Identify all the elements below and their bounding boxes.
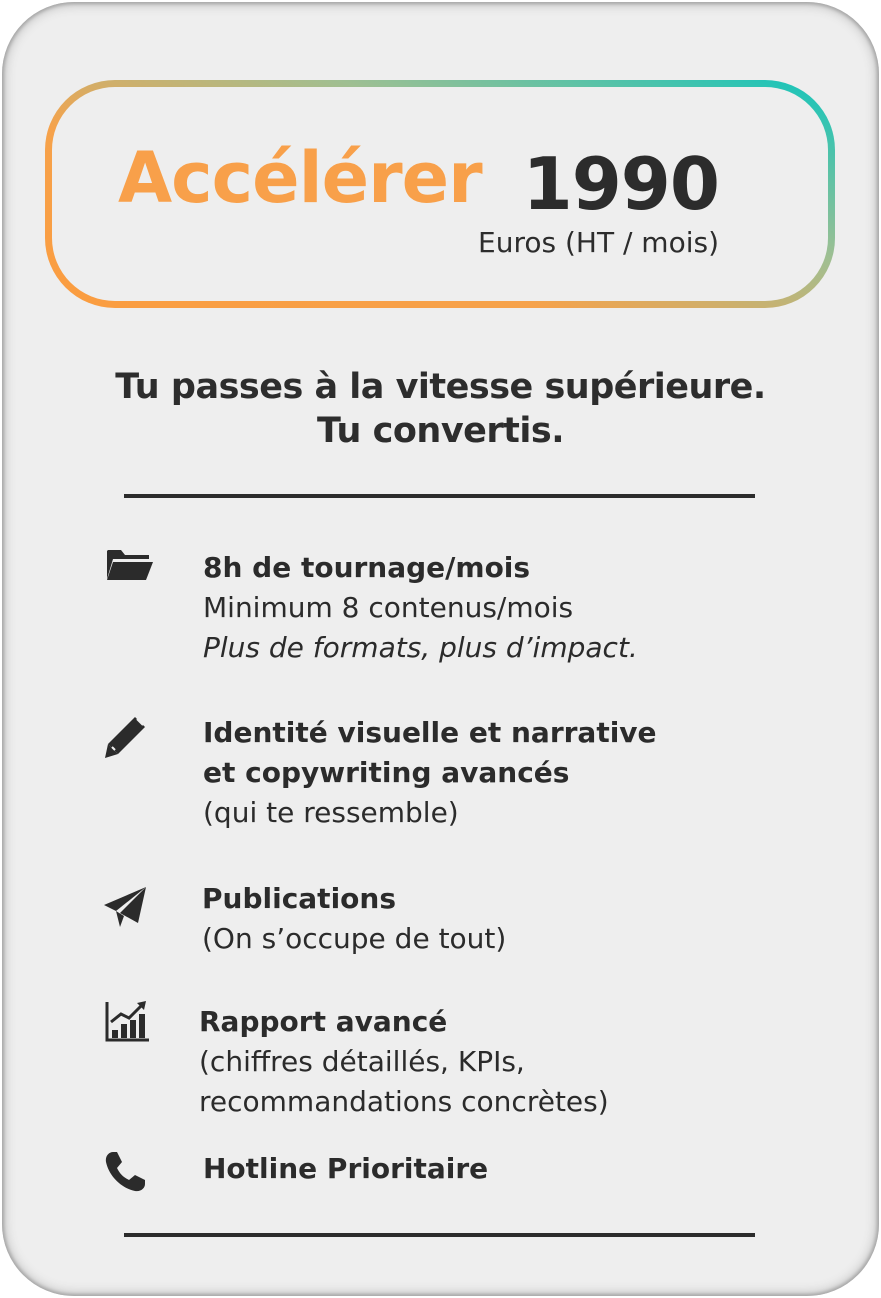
feature-3-line-2: (On s’occupe de tout): [202, 922, 507, 955]
pencil-icon: [103, 714, 153, 764]
feature-1-line-2: Minimum 8 contenus/mois: [203, 591, 574, 624]
divider-bottom: [124, 1233, 755, 1237]
feature-2-line-1: Identité visuelle et narrative: [203, 716, 657, 749]
feature-5-line-1: Hotline Prioritaire: [203, 1152, 489, 1185]
feature-2-line-3: (qui te ressemble): [203, 796, 459, 829]
chart-growth-icon: [105, 1000, 155, 1050]
phone-icon: [103, 1150, 153, 1200]
tagline-line-2: Tu convertis.: [316, 411, 564, 451]
divider-top: [124, 494, 755, 498]
feature-4-line-1: Rapport avancé: [199, 1005, 448, 1038]
feature-1-line-1: 8h de tournage/mois: [203, 551, 531, 584]
feature-4-line-2: (chiffres détaillés, KPIs,: [199, 1045, 525, 1078]
feature-4-line-3: recommandations concrètes): [199, 1085, 609, 1118]
plan-name: Accélérer: [118, 137, 482, 219]
feature-1-line-3: Plus de formats, plus d’impact.: [203, 631, 638, 664]
folder-icon: [105, 545, 155, 595]
feature-2-line-2: et copywriting avancés: [203, 756, 570, 789]
tagline-line-1: Tu passes à la vitesse supérieure.: [115, 367, 766, 407]
plan-price: 1990: [522, 142, 719, 226]
paper-plane-icon: [102, 885, 152, 935]
plan-price-unit: Euros (HT / mois): [478, 226, 719, 259]
feature-3-line-1: Publications: [202, 882, 397, 915]
